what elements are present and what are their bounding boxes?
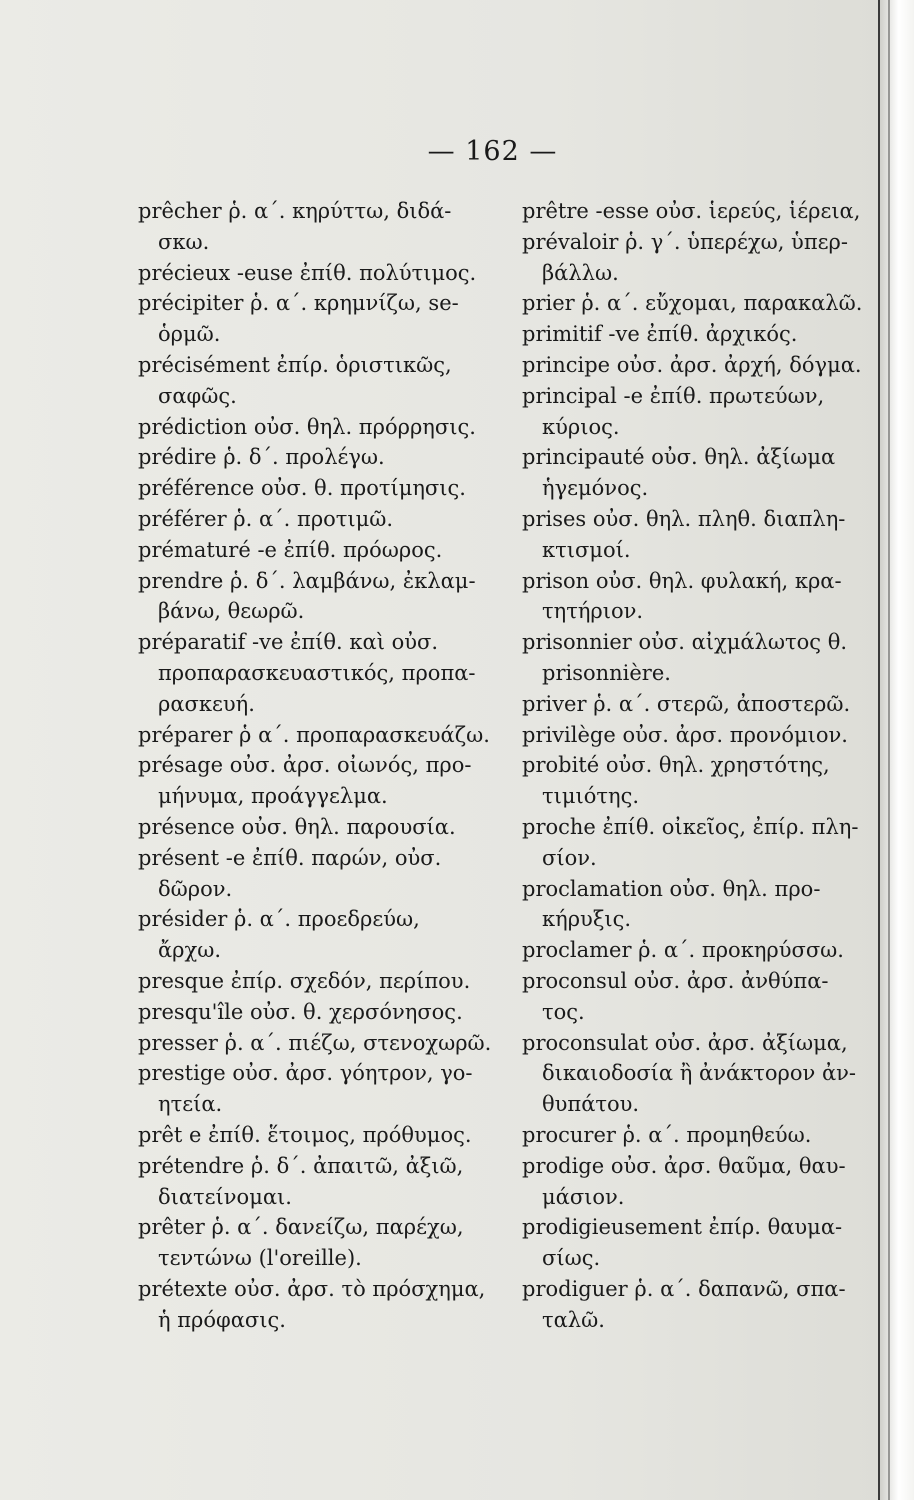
left-column xyxy=(138,196,506,1335)
dictionary-entry xyxy=(522,1120,882,1151)
entry-headline: précisément ἐπίρ. ὁριστικῶς, xyxy=(138,352,452,377)
entry-headline: prédiction οὐσ. θηλ. πρόρρησις. xyxy=(138,414,476,439)
entry-continuation: τεντώνω (l'oreille). xyxy=(158,1246,362,1271)
dictionary-entry xyxy=(522,1151,882,1213)
dictionary-entry xyxy=(522,627,882,689)
entry-headline: proche ἐπίθ. οἰκεῖος, ἐπίρ. πλη- xyxy=(522,814,859,839)
dictionary-entry xyxy=(138,1212,506,1274)
entry-headline: prétendre ῥ. δ΄. ἀπαιτῶ, ἀξιῶ, xyxy=(138,1153,464,1178)
entry-continuation: κύριος. xyxy=(542,414,620,439)
entry-continuation: ἡγεμόνος. xyxy=(542,476,649,501)
dictionary-entry xyxy=(522,874,882,936)
entry-headline: prison οὐσ. θηλ. φυλακή, κρα- xyxy=(522,568,842,593)
entry-headline: proclamation οὐσ. θηλ. προ- xyxy=(522,876,821,901)
entry-headline: procurer ῥ. α΄. προμηθεύω. xyxy=(522,1122,812,1147)
entry-continuation: σίον. xyxy=(542,845,597,870)
dictionary-entry xyxy=(522,935,882,966)
entry-continuation: ἄρχω. xyxy=(158,938,222,963)
dictionary-entry xyxy=(522,504,882,566)
dictionary-entry xyxy=(522,750,882,812)
entry-continuation: βάλλω. xyxy=(542,260,619,285)
entry-headline: principal -e ἐπίθ. πρωτεύων, xyxy=(522,383,825,408)
entry-headline: prêcher ῥ. α΄. κηρύττω, διδά- xyxy=(138,199,452,223)
entry-headline: priver ῥ. α΄. στερῶ, ἀποστερῶ. xyxy=(522,691,851,716)
entry-headline: presqu'île οὐσ. θ. χερσόνησος. xyxy=(138,999,463,1024)
entry-headline: prisonnier οὐσ. αἰχμάλωτος θ. xyxy=(522,630,848,655)
entry-headline: précipiter ῥ. α΄. κρημνίζω, se- xyxy=(138,291,459,316)
dictionary-entry xyxy=(138,1151,506,1213)
dictionary-entry xyxy=(138,350,506,412)
entry-continuation: κήρυξις. xyxy=(542,907,632,932)
dictionary-entry xyxy=(522,566,882,628)
dictionary-entry xyxy=(522,689,882,720)
entry-continuation: ητεία. xyxy=(158,1092,223,1117)
entry-headline: précieux -euse ἐπίθ. πολύτιμος. xyxy=(138,260,477,285)
dictionary-entry xyxy=(138,997,506,1028)
entry-continuation: μάσιον. xyxy=(542,1184,625,1209)
dictionary-entry xyxy=(138,750,506,812)
dictionary-entry xyxy=(138,843,506,905)
entry-continuation: μήνυμα, προάγγελμα. xyxy=(158,784,388,809)
dictionary-entry xyxy=(138,412,506,443)
dictionary-entry xyxy=(138,812,506,843)
dictionary-entry xyxy=(522,381,882,443)
entry-headline: prodigieusement ἐπίρ. θαυμα- xyxy=(522,1215,843,1240)
dictionary-entry xyxy=(138,288,506,350)
entry-continuation: τιμιότης. xyxy=(542,784,640,809)
entry-headline: prêtre -esse οὐσ. ἱερεύς, ἱέρεια, xyxy=(522,199,861,223)
entry-headline: prendre ῥ. δ΄. λαμβάνω, ἐκλαμ- xyxy=(138,568,476,593)
entry-continuation: ὁρμῶ. xyxy=(158,322,221,347)
dictionary-entry xyxy=(138,504,506,535)
dictionary-entry xyxy=(138,1058,506,1120)
dictionary-entry xyxy=(138,535,506,566)
right-column xyxy=(522,196,882,1335)
entry-headline: principauté οὐσ. θηλ. ἀξίωμα xyxy=(522,445,836,470)
entry-headline: prises οὐσ. θηλ. πληθ. διαπλη- xyxy=(522,506,846,531)
dictionary-entry xyxy=(522,288,882,319)
entry-headline: primitif -ve ἐπίθ. ἀρχικός. xyxy=(522,322,798,347)
entry-headline: présence οὐσ. θηλ. παρουσία. xyxy=(138,814,456,839)
entry-continuation: prisonnière. xyxy=(542,660,671,685)
entry-continuation: θυπάτου. xyxy=(542,1092,640,1117)
entry-continuation: ρασκευή. xyxy=(158,691,255,716)
entry-headline: principe οὐσ. ἀρσ. ἀρχή, δόγμα. xyxy=(522,352,862,377)
entry-headline: prêt e ἐπίθ. ἕτοιμος, πρόθυμος. xyxy=(138,1122,472,1147)
dictionary-entry xyxy=(138,473,506,504)
dictionary-entry xyxy=(522,442,882,504)
entry-continuation: ταλῶ. xyxy=(542,1307,605,1332)
entry-headline: presque ἐπίρ. σχεδόν, περίπου. xyxy=(138,968,471,993)
entry-continuation: τητήριον. xyxy=(542,599,644,624)
entry-headline: prématuré -e ἐπίθ. πρόωρος. xyxy=(138,537,443,562)
entry-headline: présider ῥ. α΄. προεδρεύω, xyxy=(138,907,420,932)
entry-headline: prédire ῥ. δ΄. προλέγω. xyxy=(138,445,385,470)
page-edge xyxy=(878,0,914,1500)
entry-headline: présage οὐσ. ἀρσ. οἰωνός, προ- xyxy=(138,753,472,778)
entry-headline: presser ῥ. α΄. πιέζω, στενοχωρῶ. xyxy=(138,1030,492,1055)
dictionary-entry xyxy=(138,904,506,966)
entry-headline: préparatif -ve ἐπίθ. καὶ οὐσ. xyxy=(138,630,439,655)
dictionary-entry xyxy=(522,1028,882,1120)
dictionary-entry xyxy=(522,350,882,381)
entry-headline: présent -e ἐπίθ. παρών, οὐσ. xyxy=(138,845,442,870)
dictionary-entry xyxy=(138,566,506,628)
entry-continuation: τος. xyxy=(542,999,585,1024)
dictionary-entry xyxy=(522,319,882,350)
entry-headline: préférence οὐσ. θ. προτίμησις. xyxy=(138,476,466,501)
entry-continuation: δῶρον. xyxy=(158,876,233,901)
dictionary-entry xyxy=(522,1212,882,1274)
binding-line xyxy=(888,0,890,1500)
entry-headline: probité οὐσ. θηλ. χρηστότης, xyxy=(522,753,830,778)
dictionary-entry xyxy=(138,196,506,258)
dictionary-entry xyxy=(138,258,506,289)
dictionary-entry xyxy=(138,627,506,719)
entry-headline: prévaloir ῥ. γ΄. ὑπερέχω, ὑπερ- xyxy=(522,229,848,254)
dictionary-entry xyxy=(138,1028,506,1059)
entry-headline: prestige οὐσ. ἀρσ. γόητρον, γο- xyxy=(138,1061,473,1086)
dictionary-entry xyxy=(522,227,882,289)
entry-headline: proconsul οὐσ. ἀρσ. ἀνθύπα- xyxy=(522,968,829,993)
entry-continuation: σαφῶς. xyxy=(158,383,237,408)
page-number: — 162 — xyxy=(427,136,558,167)
entry-headline: prêter ῥ. α΄. δανείζω, παρέχω, xyxy=(138,1215,464,1240)
entry-headline: privilège οὐσ. ἀρσ. προνόμιον. xyxy=(522,722,848,747)
dictionary-entry xyxy=(522,196,882,227)
entry-headline: préparer ῥ α΄. προπαρασκευάζω. xyxy=(138,722,490,747)
dictionary-entry xyxy=(138,1274,506,1336)
dictionary-entry xyxy=(522,720,882,751)
entry-continuation: προπαρασκευαστικός, προπα- xyxy=(158,660,476,685)
entry-headline: proconsulat οὐσ. ἀρσ. ἀξίωμα, xyxy=(522,1030,848,1055)
dictionary-entry xyxy=(138,1120,506,1151)
entry-headline: prier ῥ. α΄. εὔχομαι, παρακαλῶ. xyxy=(522,291,863,316)
dictionary-entry xyxy=(138,720,506,751)
entry-headline: préférer ῥ. α΄. προτιμῶ. xyxy=(138,506,394,531)
dictionary-entry xyxy=(522,812,882,874)
entry-continuation: κτισμοί. xyxy=(542,537,631,562)
entry-continuation: σίως. xyxy=(542,1246,601,1271)
dictionary-entry xyxy=(522,966,882,1028)
entry-continuation: ἡ πρόφασις. xyxy=(158,1307,286,1332)
dictionary-entry xyxy=(138,442,506,473)
entry-headline: proclamer ῥ. α΄. προκηρύσσω. xyxy=(522,938,844,963)
entry-continuation: δικαιοδοσία ἢ ἀνάκτορον ἀν- xyxy=(542,1061,857,1086)
entry-headline: prétexte οὐσ. ἀρσ. τὸ πρόσχημα, xyxy=(138,1276,486,1301)
entry-continuation: σκω. xyxy=(158,229,210,254)
dictionary-entry xyxy=(138,966,506,997)
entry-continuation: βάνω, θεωρῶ. xyxy=(158,599,305,624)
dictionary-entry xyxy=(522,1274,882,1336)
entry-headline: prodige οὐσ. ἀρσ. θαῦμα, θαυ- xyxy=(522,1153,846,1178)
entry-continuation: διατείνομαι. xyxy=(158,1184,292,1209)
entry-headline: prodiguer ῥ. α΄. δαπανῶ, σπα- xyxy=(522,1276,846,1301)
